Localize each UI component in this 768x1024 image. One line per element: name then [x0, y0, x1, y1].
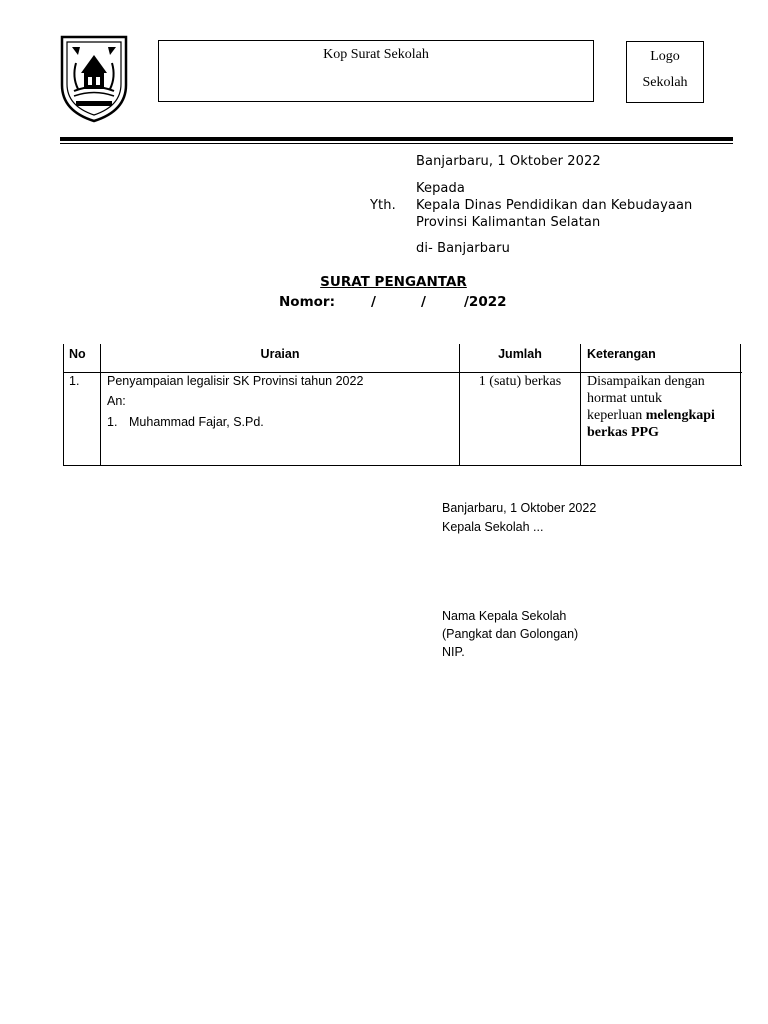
- nomor-separator-2: /: [421, 294, 426, 310]
- signature-role: Kepala Sekolah ...: [442, 520, 544, 534]
- table-cell-jumlah: 1 (satu) berkas: [478, 374, 562, 389]
- header-divider-thick: [60, 137, 733, 141]
- header-divider-thin: [60, 143, 733, 144]
- table-cell-uraian-item-number: 1.: [107, 415, 118, 429]
- table-right-border: [740, 344, 741, 466]
- regional-crest-icon: [58, 33, 130, 123]
- nomor-label: Nomor:: [279, 294, 335, 310]
- recipient-line-1: Kepala Dinas Pendidikan dan Kebudayaan: [416, 198, 693, 213]
- table-col-divider-2: [459, 344, 460, 466]
- keterangan-line-4-bold: berkas PPG: [587, 425, 659, 440]
- table-header-no: No: [69, 347, 86, 361]
- logo-label-line1: Logo: [650, 49, 680, 64]
- keterangan-line-3: [587, 407, 739, 424]
- keterangan-line-4: [587, 424, 739, 441]
- keterangan-line-2: hormat untuk: [587, 391, 663, 406]
- recipient-line-2: Provinsi Kalimantan Selatan: [416, 215, 601, 230]
- letter-date: Banjarbaru, 1 Oktober 2022: [416, 154, 601, 169]
- table-cell-keterangan: [587, 373, 739, 441]
- signature-nip: NIP.: [442, 645, 465, 659]
- recipient-yth: Yth.: [370, 198, 396, 213]
- school-logo-box: [626, 41, 704, 103]
- table-cell-uraian-line1: Penyampaian legalisir SK Provinsi tahun 2022: [107, 374, 364, 388]
- letterhead-box: [158, 40, 594, 102]
- table-cell-uraian-line2: An:: [107, 394, 126, 408]
- recipient-kepada: Kepada: [416, 181, 465, 196]
- keterangan-line-3-plain: keperluan: [587, 408, 646, 423]
- table-header-jumlah: Jumlah: [498, 347, 542, 361]
- table-header-uraian: Uraian: [260, 347, 300, 361]
- table-cell-no: 1.: [69, 374, 80, 388]
- signature-date: Banjarbaru, 1 Oktober 2022: [442, 501, 597, 515]
- table-left-border: [63, 344, 64, 466]
- keterangan-line-3-bold: melengkapi: [645, 408, 715, 423]
- keterangan-line-1: Disampaikan dengan: [587, 374, 705, 389]
- recipient-place: di- Banjarbaru: [416, 241, 510, 256]
- table-col-divider-3: [580, 344, 581, 466]
- letterhead-text: Kop Surat Sekolah: [323, 47, 429, 62]
- table-header-keterangan: Keterangan: [587, 347, 656, 361]
- letter-title: SURAT PENGANTAR: [320, 274, 467, 290]
- logo-label-line2: Sekolah: [642, 75, 688, 90]
- signature-rank: (Pangkat dan Golongan): [442, 627, 579, 641]
- nomor-separator-1: /: [371, 294, 376, 310]
- table-cell-uraian-item-name: Muhammad Fajar, S.Pd.: [129, 415, 264, 429]
- table-bottom-border: [63, 465, 742, 466]
- signature-name: Nama Kepala Sekolah: [442, 609, 567, 623]
- nomor-year: /2022: [464, 294, 507, 310]
- items-table: [63, 344, 742, 466]
- table-col-divider-1: [100, 344, 101, 466]
